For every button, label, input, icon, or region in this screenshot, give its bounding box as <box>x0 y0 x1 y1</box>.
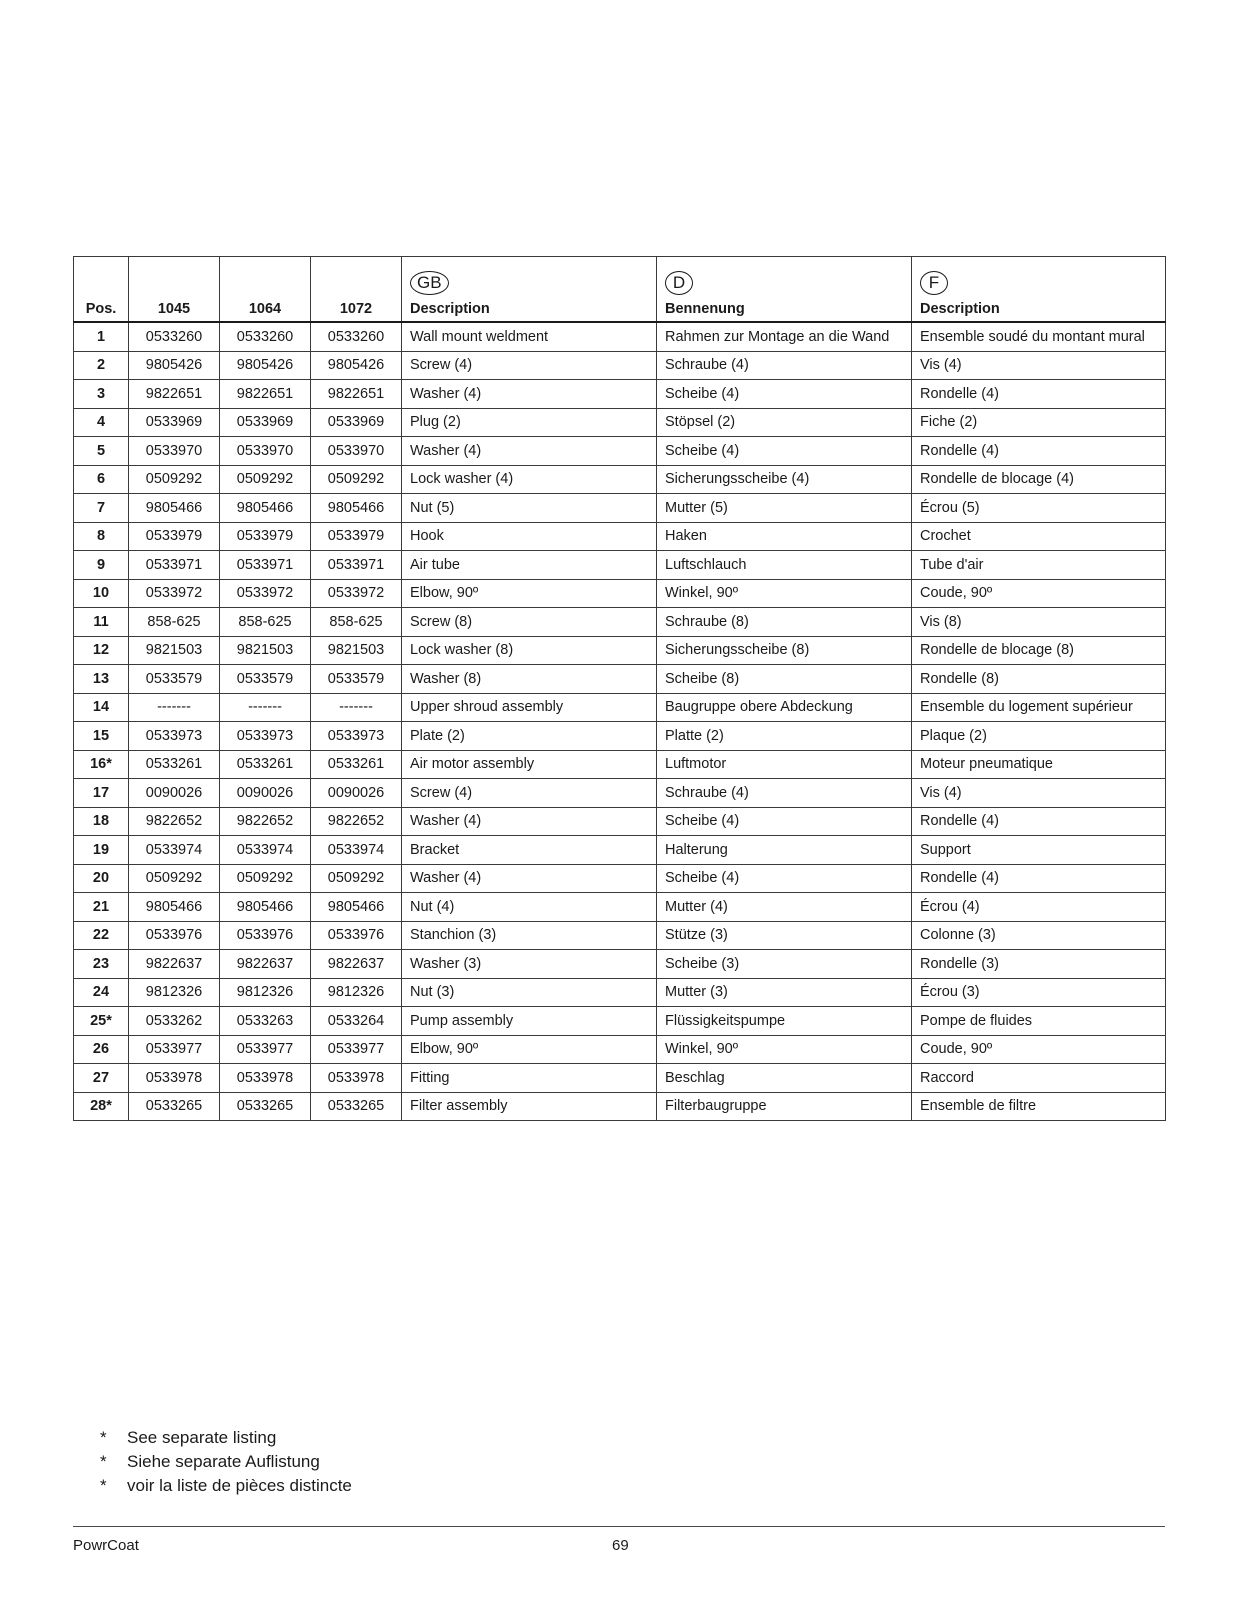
table-row <box>74 380 1166 409</box>
pos-cell: 5 <box>74 437 129 466</box>
description-gb-cell: Washer (4) <box>402 380 657 409</box>
part-1045-cell: 9821503 <box>129 636 220 665</box>
table-row <box>74 551 1166 580</box>
footnote-text: See separate listing <box>127 1428 277 1447</box>
description-d-cell: Schraube (4) <box>657 351 912 380</box>
table-row <box>74 408 1166 437</box>
description-gb-cell: Lock washer (4) <box>402 465 657 494</box>
description-f-cell: Rondelle (8) <box>912 665 1166 694</box>
description-f-cell: Ensemble du logement supérieur <box>912 693 1166 722</box>
table-row <box>74 1007 1166 1036</box>
pos-cell: 10 <box>74 579 129 608</box>
description-f-cell: Écrou (5) <box>912 494 1166 523</box>
description-gb-cell: Upper shroud assembly <box>402 693 657 722</box>
table-row <box>74 779 1166 808</box>
part-1072-cell: 0533972 <box>311 579 402 608</box>
description-d-cell: Platte (2) <box>657 722 912 751</box>
header-description-f <box>912 257 1166 323</box>
part-1064-cell: 0533260 <box>220 322 311 351</box>
part-1045-cell: 0533970 <box>129 437 220 466</box>
description-gb-cell: Nut (5) <box>402 494 657 523</box>
part-1045-cell: 0509292 <box>129 864 220 893</box>
pos-cell: 20 <box>74 864 129 893</box>
part-1072-cell: 0509292 <box>311 465 402 494</box>
description-gb-cell: Washer (4) <box>402 807 657 836</box>
table-row <box>74 893 1166 922</box>
description-f-cell: Rondelle (4) <box>912 380 1166 409</box>
description-gb-cell: Washer (8) <box>402 665 657 694</box>
description-gb-cell: Stanchion (3) <box>402 921 657 950</box>
part-1064-cell: 0533265 <box>220 1092 311 1121</box>
table-row <box>74 1035 1166 1064</box>
part-1064-cell: 0533970 <box>220 437 311 466</box>
description-gb-cell: Nut (3) <box>402 978 657 1007</box>
description-f-cell: Rondelle (4) <box>912 437 1166 466</box>
description-d-cell: Schraube (8) <box>657 608 912 637</box>
part-1072-cell: 0533969 <box>311 408 402 437</box>
part-1064-cell: 0533973 <box>220 722 311 751</box>
pos-cell: 4 <box>74 408 129 437</box>
part-1064-cell: 0509292 <box>220 864 311 893</box>
part-1072-cell: 9822652 <box>311 807 402 836</box>
header-model-1045: 1045 <box>129 257 220 323</box>
description-gb-cell: Bracket <box>402 836 657 865</box>
header-description-gb <box>402 257 657 323</box>
description-f-cell: Coude, 90º <box>912 1035 1166 1064</box>
part-1072-cell: 0533978 <box>311 1064 402 1093</box>
pos-cell: 26 <box>74 1035 129 1064</box>
table-row <box>74 1064 1166 1093</box>
table-row <box>74 836 1166 865</box>
part-1072-cell: 0533264 <box>311 1007 402 1036</box>
description-f-cell: Écrou (3) <box>912 978 1166 1007</box>
description-d-cell: Luftschlauch <box>657 551 912 580</box>
description-d-cell: Rahmen zur Montage an die Wand <box>657 322 912 351</box>
pos-cell: 16* <box>74 750 129 779</box>
description-d-cell: Haken <box>657 522 912 551</box>
part-1072-cell: 0533977 <box>311 1035 402 1064</box>
pos-cell: 6 <box>74 465 129 494</box>
description-f-cell: Rondelle (4) <box>912 864 1166 893</box>
part-1072-cell: 0533970 <box>311 437 402 466</box>
description-f-cell: Raccord <box>912 1064 1166 1093</box>
part-1045-cell: 0533261 <box>129 750 220 779</box>
part-1045-cell: 9805466 <box>129 494 220 523</box>
footnote-de <box>100 1450 352 1474</box>
part-1064-cell: 9821503 <box>220 636 311 665</box>
description-gb-cell: Screw (4) <box>402 351 657 380</box>
description-gb-cell: Washer (3) <box>402 950 657 979</box>
description-f-cell: Fiche (2) <box>912 408 1166 437</box>
description-d-cell: Halterung <box>657 836 912 865</box>
pos-cell: 2 <box>74 351 129 380</box>
header-label-gb: Description <box>410 301 490 317</box>
language-badge-d: D <box>665 271 693 295</box>
part-1072-cell: 9805426 <box>311 351 402 380</box>
description-f-cell: Tube d'air <box>912 551 1166 580</box>
part-1064-cell: 0090026 <box>220 779 311 808</box>
parts-table <box>73 256 1166 1121</box>
table-row <box>74 750 1166 779</box>
part-1064-cell: 0533971 <box>220 551 311 580</box>
part-1045-cell: ------- <box>129 693 220 722</box>
part-1064-cell: 0533972 <box>220 579 311 608</box>
description-d-cell: Scheibe (3) <box>657 950 912 979</box>
description-d-cell: Sicherungsscheibe (8) <box>657 636 912 665</box>
description-gb-cell: Elbow, 90º <box>402 1035 657 1064</box>
header-description-d <box>657 257 912 323</box>
description-f-cell: Plaque (2) <box>912 722 1166 751</box>
description-f-cell: Vis (8) <box>912 608 1166 637</box>
description-d-cell: Stütze (3) <box>657 921 912 950</box>
description-gb-cell: Screw (8) <box>402 608 657 637</box>
table-row <box>74 921 1166 950</box>
part-1064-cell: 0533976 <box>220 921 311 950</box>
part-1064-cell: 9805466 <box>220 494 311 523</box>
part-1045-cell: 0090026 <box>129 779 220 808</box>
pos-cell: 1 <box>74 322 129 351</box>
table-row <box>74 494 1166 523</box>
part-1064-cell: 0509292 <box>220 465 311 494</box>
pos-cell: 23 <box>74 950 129 979</box>
description-d-cell: Flüssigkeitspumpe <box>657 1007 912 1036</box>
description-gb-cell: Plate (2) <box>402 722 657 751</box>
footnote-mark: * <box>100 1476 107 1495</box>
description-d-cell: Mutter (5) <box>657 494 912 523</box>
table-row <box>74 636 1166 665</box>
table-row <box>74 351 1166 380</box>
part-1045-cell: 0533262 <box>129 1007 220 1036</box>
description-gb-cell: Filter assembly <box>402 1092 657 1121</box>
footnote-mark: * <box>100 1428 107 1447</box>
footnote-text: Siehe separate Auflistung <box>127 1452 320 1471</box>
part-1072-cell: 9821503 <box>311 636 402 665</box>
part-1045-cell: 0533974 <box>129 836 220 865</box>
description-gb-cell: Lock washer (8) <box>402 636 657 665</box>
header-model-1072: 1072 <box>311 257 402 323</box>
description-d-cell: Scheibe (4) <box>657 437 912 466</box>
part-1064-cell: 0533579 <box>220 665 311 694</box>
description-f-cell: Vis (4) <box>912 779 1166 808</box>
description-f-cell: Vis (4) <box>912 351 1166 380</box>
table-row <box>74 465 1166 494</box>
part-1064-cell: 9805466 <box>220 893 311 922</box>
description-gb-cell: Washer (4) <box>402 437 657 466</box>
part-1045-cell: 0533977 <box>129 1035 220 1064</box>
description-d-cell: Scheibe (4) <box>657 864 912 893</box>
part-1064-cell: 9805426 <box>220 351 311 380</box>
description-d-cell: Scheibe (4) <box>657 807 912 836</box>
description-f-cell: Crochet <box>912 522 1166 551</box>
footnote-fr <box>100 1474 352 1498</box>
description-f-cell: Écrou (4) <box>912 893 1166 922</box>
description-d-cell: Mutter (3) <box>657 978 912 1007</box>
table-row <box>74 608 1166 637</box>
part-1045-cell: 0533978 <box>129 1064 220 1093</box>
part-1072-cell: 0533579 <box>311 665 402 694</box>
table-row <box>74 322 1166 351</box>
table-row <box>74 807 1166 836</box>
page-number: 69 <box>612 1537 629 1554</box>
part-1045-cell: 0509292 <box>129 465 220 494</box>
part-1064-cell: 9822651 <box>220 380 311 409</box>
language-badge-gb: GB <box>410 271 449 295</box>
table-row <box>74 437 1166 466</box>
pos-cell: 11 <box>74 608 129 637</box>
part-1045-cell: 9822637 <box>129 950 220 979</box>
description-f-cell: Colonne (3) <box>912 921 1166 950</box>
table-header-row <box>74 257 1166 323</box>
part-1045-cell: 0533260 <box>129 322 220 351</box>
description-gb-cell: Hook <box>402 522 657 551</box>
part-1045-cell: 858-625 <box>129 608 220 637</box>
pos-cell: 3 <box>74 380 129 409</box>
part-1064-cell: ------- <box>220 693 311 722</box>
pos-cell: 18 <box>74 807 129 836</box>
description-f-cell: Rondelle de blocage (4) <box>912 465 1166 494</box>
table-row <box>74 693 1166 722</box>
pos-cell: 9 <box>74 551 129 580</box>
description-d-cell: Mutter (4) <box>657 893 912 922</box>
description-gb-cell: Wall mount weldment <box>402 322 657 351</box>
part-1072-cell: 0533971 <box>311 551 402 580</box>
part-1072-cell: 0509292 <box>311 864 402 893</box>
description-f-cell: Coude, 90º <box>912 579 1166 608</box>
part-1072-cell: 9822637 <box>311 950 402 979</box>
table-row <box>74 1092 1166 1121</box>
description-d-cell: Scheibe (8) <box>657 665 912 694</box>
footnote-mark: * <box>100 1452 107 1471</box>
description-gb-cell: Screw (4) <box>402 779 657 808</box>
description-f-cell: Rondelle (3) <box>912 950 1166 979</box>
footnotes <box>100 1426 352 1498</box>
footer-brand: PowrCoat <box>73 1537 139 1554</box>
description-d-cell: Scheibe (4) <box>657 380 912 409</box>
description-f-cell: Ensemble de filtre <box>912 1092 1166 1121</box>
pos-cell: 25* <box>74 1007 129 1036</box>
part-1045-cell: 0533265 <box>129 1092 220 1121</box>
part-1072-cell: 9822651 <box>311 380 402 409</box>
part-1045-cell: 0533973 <box>129 722 220 751</box>
description-f-cell: Moteur pneumatique <box>912 750 1166 779</box>
part-1072-cell: 0533974 <box>311 836 402 865</box>
part-1072-cell: 9812326 <box>311 978 402 1007</box>
pos-cell: 7 <box>74 494 129 523</box>
description-gb-cell: Air motor assembly <box>402 750 657 779</box>
pos-cell: 24 <box>74 978 129 1007</box>
part-1045-cell: 9805466 <box>129 893 220 922</box>
pos-cell: 17 <box>74 779 129 808</box>
part-1072-cell: 9805466 <box>311 893 402 922</box>
footnote-en <box>100 1426 352 1450</box>
description-gb-cell: Nut (4) <box>402 893 657 922</box>
part-1045-cell: 9805426 <box>129 351 220 380</box>
pos-cell: 27 <box>74 1064 129 1093</box>
part-1045-cell: 9822652 <box>129 807 220 836</box>
description-d-cell: Baugruppe obere Abdeckung <box>657 693 912 722</box>
table-row <box>74 950 1166 979</box>
description-f-cell: Pompe de fluides <box>912 1007 1166 1036</box>
part-1045-cell: 0533979 <box>129 522 220 551</box>
header-label-d: Bennenung <box>665 301 745 317</box>
pos-cell: 22 <box>74 921 129 950</box>
part-1064-cell: 0533978 <box>220 1064 311 1093</box>
pos-cell: 12 <box>74 636 129 665</box>
part-1064-cell: 0533263 <box>220 1007 311 1036</box>
part-1072-cell: 858-625 <box>311 608 402 637</box>
table-row <box>74 978 1166 1007</box>
part-1072-cell: 0533976 <box>311 921 402 950</box>
description-f-cell: Rondelle de blocage (8) <box>912 636 1166 665</box>
pos-cell: 13 <box>74 665 129 694</box>
header-label-f: Description <box>920 301 1000 317</box>
description-d-cell: Schraube (4) <box>657 779 912 808</box>
footnote-text: voir la liste de pièces distincte <box>127 1476 352 1495</box>
description-d-cell: Stöpsel (2) <box>657 408 912 437</box>
part-1064-cell: 9822652 <box>220 807 311 836</box>
header-model-1064: 1064 <box>220 257 311 323</box>
part-1064-cell: 0533979 <box>220 522 311 551</box>
description-gb-cell: Fitting <box>402 1064 657 1093</box>
part-1072-cell: 0533979 <box>311 522 402 551</box>
part-1064-cell: 858-625 <box>220 608 311 637</box>
part-1072-cell: 0533260 <box>311 322 402 351</box>
part-1045-cell: 0533971 <box>129 551 220 580</box>
description-gb-cell: Plug (2) <box>402 408 657 437</box>
description-gb-cell: Pump assembly <box>402 1007 657 1036</box>
table-row <box>74 864 1166 893</box>
pos-cell: 8 <box>74 522 129 551</box>
part-1045-cell: 0533579 <box>129 665 220 694</box>
description-f-cell: Rondelle (4) <box>912 807 1166 836</box>
description-gb-cell: Washer (4) <box>402 864 657 893</box>
part-1064-cell: 0533261 <box>220 750 311 779</box>
pos-cell: 14 <box>74 693 129 722</box>
part-1064-cell: 9822637 <box>220 950 311 979</box>
part-1045-cell: 9812326 <box>129 978 220 1007</box>
description-d-cell: Winkel, 90º <box>657 1035 912 1064</box>
part-1064-cell: 0533977 <box>220 1035 311 1064</box>
part-1072-cell: 0533973 <box>311 722 402 751</box>
pos-cell: 28* <box>74 1092 129 1121</box>
description-d-cell: Winkel, 90º <box>657 579 912 608</box>
header-pos: Pos. <box>74 257 129 323</box>
part-1064-cell: 9812326 <box>220 978 311 1007</box>
footer-divider <box>73 1526 1165 1527</box>
part-1045-cell: 0533972 <box>129 579 220 608</box>
part-1045-cell: 9822651 <box>129 380 220 409</box>
part-1045-cell: 0533976 <box>129 921 220 950</box>
table-row <box>74 522 1166 551</box>
language-badge-f: F <box>920 271 948 295</box>
table-row <box>74 665 1166 694</box>
table-row <box>74 722 1166 751</box>
part-1072-cell: 0533265 <box>311 1092 402 1121</box>
pos-cell: 15 <box>74 722 129 751</box>
description-d-cell: Sicherungsscheibe (4) <box>657 465 912 494</box>
part-1072-cell: ------- <box>311 693 402 722</box>
part-1072-cell: 0533261 <box>311 750 402 779</box>
description-gb-cell: Air tube <box>402 551 657 580</box>
description-d-cell: Beschlag <box>657 1064 912 1093</box>
part-1064-cell: 0533969 <box>220 408 311 437</box>
description-f-cell: Ensemble soudé du montant mural <box>912 322 1166 351</box>
description-d-cell: Filterbaugruppe <box>657 1092 912 1121</box>
description-gb-cell: Elbow, 90º <box>402 579 657 608</box>
part-1045-cell: 0533969 <box>129 408 220 437</box>
description-f-cell: Support <box>912 836 1166 865</box>
description-d-cell: Luftmotor <box>657 750 912 779</box>
pos-cell: 19 <box>74 836 129 865</box>
table-row <box>74 579 1166 608</box>
part-1064-cell: 0533974 <box>220 836 311 865</box>
part-1072-cell: 9805466 <box>311 494 402 523</box>
pos-cell: 21 <box>74 893 129 922</box>
part-1072-cell: 0090026 <box>311 779 402 808</box>
parts-table-body <box>74 322 1166 1121</box>
